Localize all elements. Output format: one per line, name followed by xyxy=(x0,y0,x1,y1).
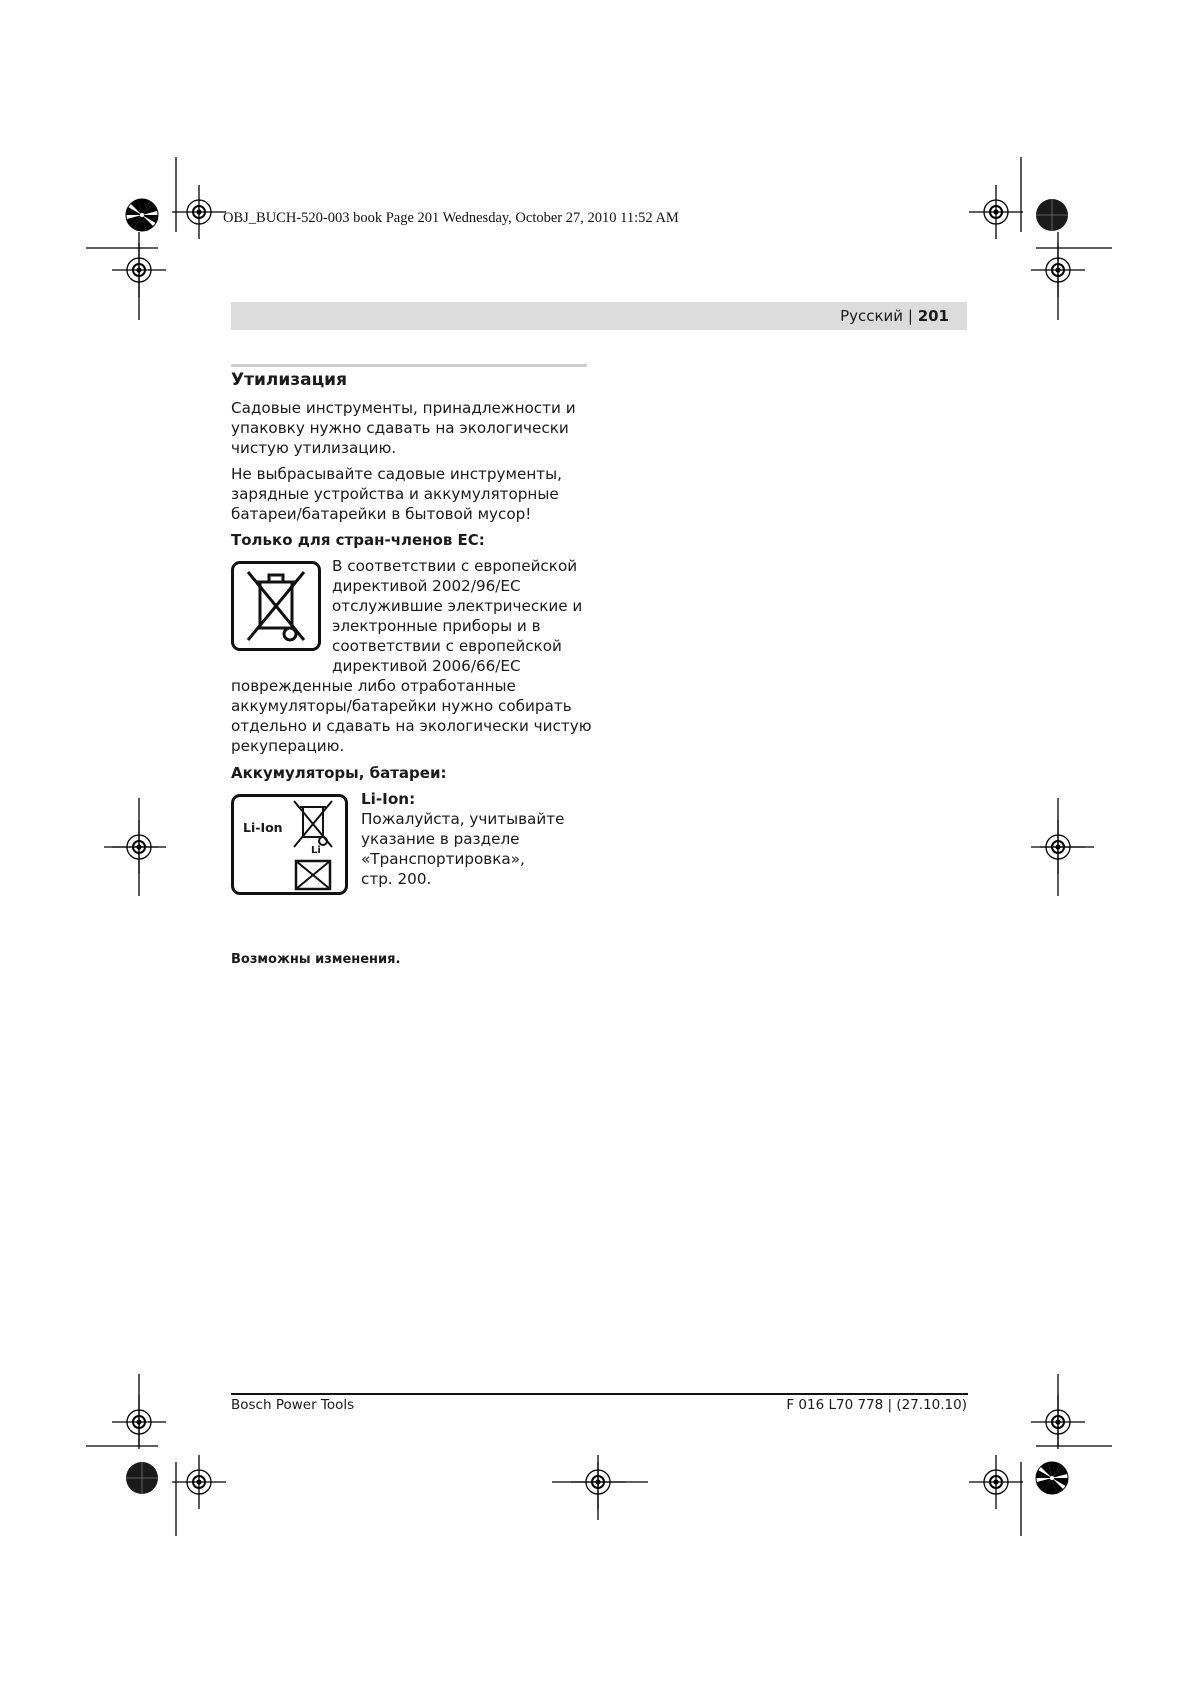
eu-text-line: директивой 2002/96/ЕС xyxy=(332,577,521,595)
paragraph-2 xyxy=(231,464,587,524)
footer-doc-number: F 016 L70 778 | (27.10.10) xyxy=(786,1397,967,1413)
liion-note xyxy=(361,789,601,889)
eu-text-line: отдельно и сдавать на экологически чистую xyxy=(231,717,592,735)
changes-note: Возможны изменения. xyxy=(231,952,401,967)
footer-rule xyxy=(231,1393,968,1395)
paragraph-1-line: чистую утилизацию. xyxy=(231,439,397,457)
eu-text-line: отслужившие электрические и xyxy=(332,597,583,615)
eu-text-full xyxy=(231,676,601,756)
liion-title: Li-Ion: xyxy=(361,790,416,808)
eu-text-line: аккумуляторы/батарейки нужно собирать xyxy=(231,697,572,715)
paragraph-1 xyxy=(231,398,587,458)
footer-brand: Bosch Power Tools xyxy=(231,1397,355,1413)
eu-text-line: поврежденные либо отработанные xyxy=(231,677,516,695)
page-header xyxy=(231,302,967,330)
section-title: Утилизация xyxy=(231,370,348,390)
liion-text-line: стр. 200. xyxy=(361,870,432,888)
liion-icon-sub: Li xyxy=(311,845,321,856)
liion-text-line: «Транспортировка», xyxy=(361,850,525,868)
section-rule xyxy=(231,364,587,367)
paragraph-2-line: Не выбрасывайте садовые инструменты, xyxy=(231,465,562,483)
header-language: Русский xyxy=(840,307,904,325)
paragraph-2-line: батареи/батарейки в бытовой мусор! xyxy=(231,505,532,523)
eu-text-beside xyxy=(332,556,594,676)
paragraph-1-line: Садовые инструменты, принадлежности и xyxy=(231,399,576,417)
liion-recycling-icon xyxy=(231,794,348,895)
liion-text-line: Пожалуйста, учитывайте xyxy=(361,810,565,828)
paragraph-2-line: зарядные устройства и аккумуляторные xyxy=(231,485,559,503)
batteries-heading: Аккумуляторы, батареи: xyxy=(231,764,447,782)
eu-text-line: электронные приборы и в xyxy=(332,617,541,635)
print-slug: OBJ_BUCH-520-003 book Page 201 Wednesday, October 27, 2010 11:52 AM xyxy=(223,210,679,226)
liion-text-line: указание в разделе xyxy=(361,830,520,848)
eu-text-line: В соответствии с европейской xyxy=(332,557,578,575)
header-separator: | xyxy=(907,307,913,325)
page-number: 201 xyxy=(917,307,949,325)
weee-icon xyxy=(231,561,321,651)
paragraph-1-line: упаковку нужно сдавать на экологически xyxy=(231,419,569,437)
eu-text-line: директивой 2006/66/ЕС xyxy=(332,657,521,675)
eu-heading: Только для стран-членов ЕС: xyxy=(231,531,485,549)
eu-text-line: соответствии с европейской xyxy=(332,637,562,655)
eu-text-line: рекуперацию. xyxy=(231,737,345,755)
liion-icon-label: Li-Ion xyxy=(243,820,283,835)
